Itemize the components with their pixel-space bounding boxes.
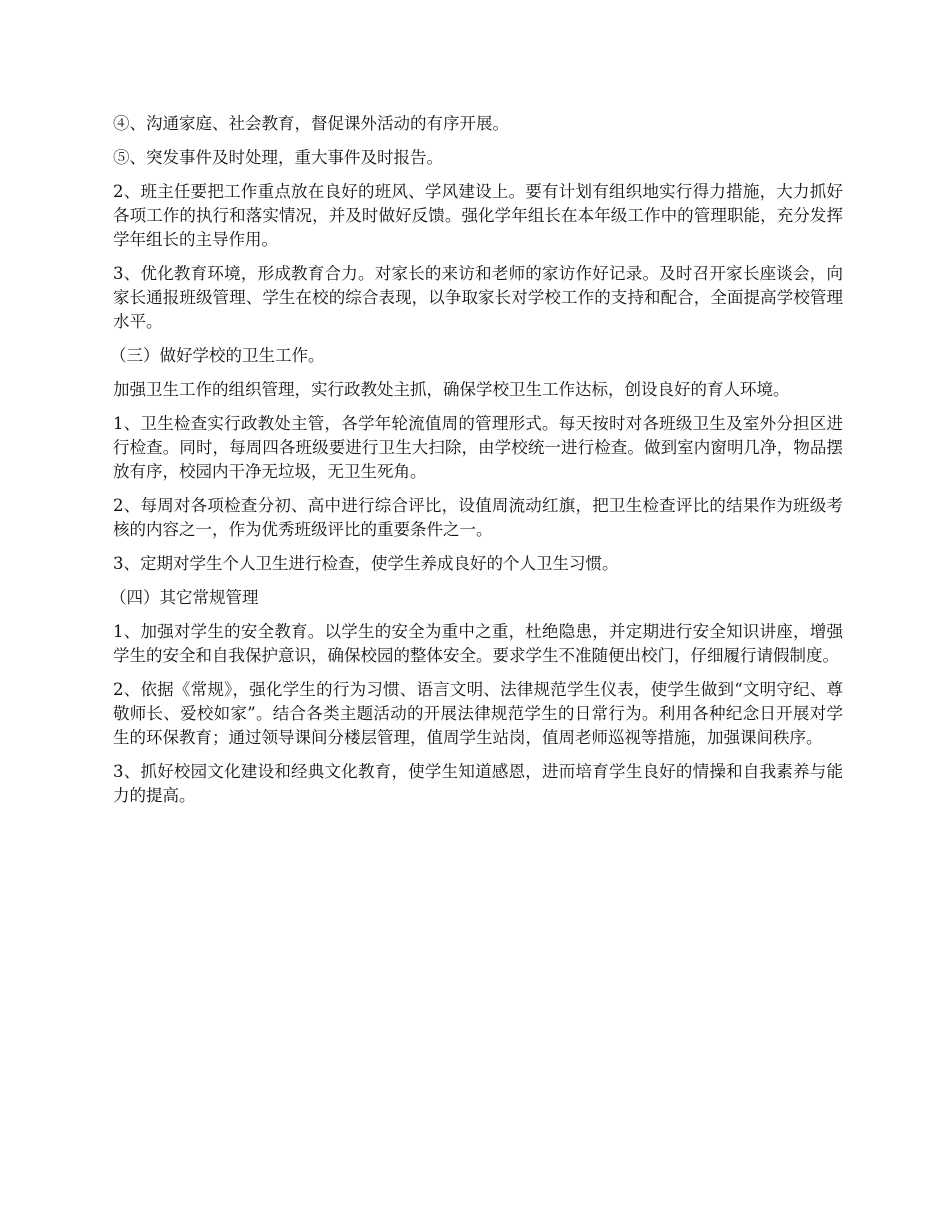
document-body [110, 112, 843, 818]
paragraph-hygiene-intro: 加强卫生工作的组织管理，实行政教处主抓，确保学校卫生工作达标，创设良好的育人环境。 [113, 380, 790, 399]
section-heading-other-management: （四）其它常规管理 [110, 588, 259, 607]
paragraph-education-environment: 3、优化教育环境，形成教育合力。对家长的来访和老师的家访作好记录。及时召开家长座谈会，向家长通报班级管理、学生在校的综合表现，以争取家长对学校工作的支持和配合，全面提高学校管理水平。 [113, 264, 843, 331]
paragraph-item-4: ④、沟通家庭、社会教育，督促课外活动的有序开展。 [113, 114, 509, 133]
paragraph-item-5: ⑤、突发事件及时处理，重大事件及时报告。 [113, 148, 443, 167]
paragraph-personal-hygiene: 3、定期对学生个人卫生进行检查，使学生养成良好的个人卫生习惯。 [113, 554, 619, 573]
paragraph-safety-education: 1、加强对学生的安全教育。以学生的安全为重中之重，杜绝隐患，并定期进行安全知识讲座，增强学生的安全和自我保护意识，确保校园的整体安全。要求学生不准随便出校门，仔细履行请假制度。 [113, 622, 843, 665]
paragraph-campus-culture: 3、抓好校园文化建设和经典文化教育，使学生知道感恩，进而培育学生良好的情操和自我素养与能力的提高。 [113, 762, 843, 805]
paragraph-hygiene-evaluation: 2、每周对各项检查分初、高中进行综合评比，设值周流动红旗，把卫生检查评比的结果作为班级考核的内容之一，作为优秀班级评比的重要条件之一。 [113, 496, 843, 539]
section-heading-hygiene: （三）做好学校的卫生工作。 [110, 346, 325, 365]
paragraph-hygiene-inspection: 1、卫生检查实行政教处主管，各学年轮流值周的管理形式。每天按时对各班级卫生及室外分担区进行检查。同时，每周四各班级要进行卫生大扫除，由学校统一进行检查。做到室内窗明几净，物品摆放有序，校园内干净无垃圾，无卫生死角。 [113, 414, 843, 481]
paragraph-behavior-norms: 2、依据《常规》，强化学生的行为习惯、语言文明、法律规范学生仪表，使学生做到“文明守纪、尊敬师长、爱校如家”。结合各类主题活动的开展法律规范学生的日常行为。利用各种纪念日开展对学生的环保教育；通过领导课间分楼层管理，值周学生站岗，值周老师巡视等措施，加强课间秩序。 [113, 680, 843, 747]
paragraph-class-style: 2、班主任要把工作重点放在良好的班风、学风建设上。要有计划有组织地实行得力措施，大力抓好各项工作的执行和落实情况，并及时做好反馈。强化学年组长在本年级工作中的管理职能，充分发挥学年组长的主导作用。 [113, 182, 843, 249]
